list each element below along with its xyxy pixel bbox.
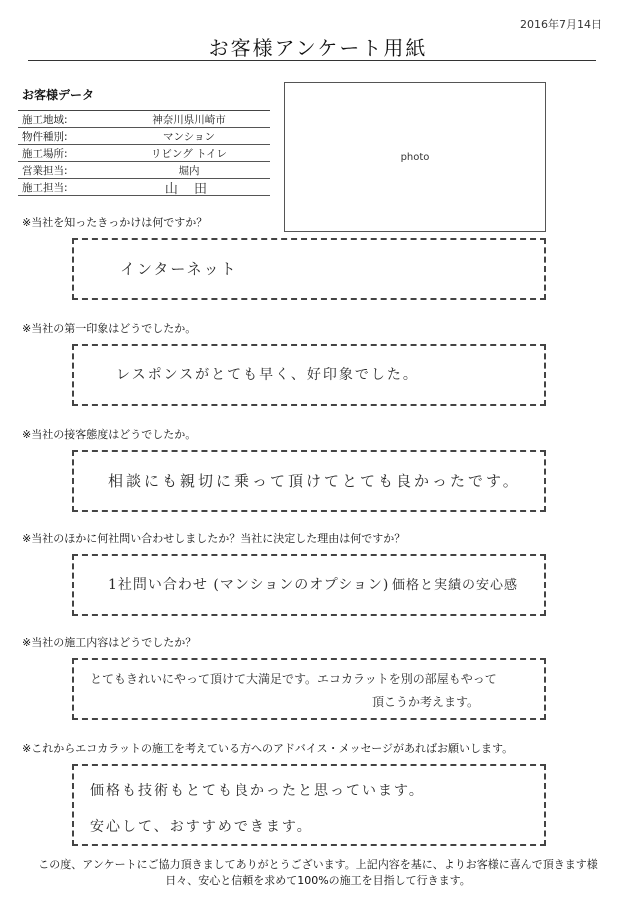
answer-box-5 [72,658,546,720]
row-value: マンション [162,130,216,143]
question-5: ※当社の施工内容はどうでしたか？ [22,636,197,649]
handwritten-answer: 安心して、おすすめできます。 [90,819,313,835]
handwritten-answer: レスポンスがとても早く、好印象でした。 [116,367,419,383]
photo-placeholder [284,82,546,232]
question-4: ※当社のほかに何社問い合わせしましたか？当社に決定した理由は何ですか？ [22,532,406,545]
customer-data-table [18,110,270,196]
handwritten-row-value: 山 田 [164,181,214,197]
customer-data-row [18,179,270,196]
question-2: ※当社の第一印象はどうでしたか。 [22,322,197,335]
footer-line-1: この度、アンケートにご協力頂きましてありがとうございます。上記内容を基に、よりお客様に喜んで頂きます様 [38,858,598,871]
customer-data-row [18,162,270,179]
handwritten-answer: とてもきれいにやって頂けて大満足です。エコカラットを別の部屋もやって [90,672,497,686]
page-title: お客様アンケート用紙 [208,36,428,60]
title-underline [28,60,596,61]
customer-data-row [18,128,270,145]
handwritten-answer: 相談にも親切に乗って頂けてとても良かったです。 [108,472,521,490]
handwritten-answer: 価格も技術もとても良かったと思っています。 [90,783,425,799]
answer-box-4 [72,554,546,616]
row-label: 物件種別: [22,130,68,143]
question-6: ※これからエコカラットの施工を考えている方へのアドバイス・メッセージがあればお願いします。 [22,742,514,755]
footer-line-2: 日々、安心と信頼を求めて100%の施工を目指して行きます。 [165,874,471,887]
question-3: ※当社の接客態度はどうでしたか。 [22,428,197,441]
survey-date: 2016年7月14日 [520,18,602,31]
customer-data-row [18,111,270,128]
answer-box-1 [72,238,546,300]
handwritten-answer: インターネット [120,260,238,278]
row-value: リビング トイレ [150,147,228,160]
row-label: 施工地域: [22,113,68,126]
answer-box-6 [72,764,546,846]
answer-box-3 [72,450,546,512]
handwritten-answer: 頂こうか考えます。 [372,695,480,709]
photo-label: photo [400,151,430,163]
row-label: 営業担当: [22,164,68,177]
handwritten-answer: 1社問い合わせ (マンションのオプション) [108,577,390,593]
question-1: ※当社を知ったきっかけは何ですか？ [22,216,208,229]
row-value: 堀内 [178,164,200,177]
row-value: 神奈川県川崎市 [152,113,226,126]
handwritten-answer: 価格と実績の安心感 [392,578,519,593]
customer-data-heading: お客様データ [22,88,95,102]
customer-data-row [18,145,270,162]
row-label: 施工担当: [22,181,68,194]
answer-box-2 [72,344,546,406]
row-label: 施工場所: [22,147,68,160]
